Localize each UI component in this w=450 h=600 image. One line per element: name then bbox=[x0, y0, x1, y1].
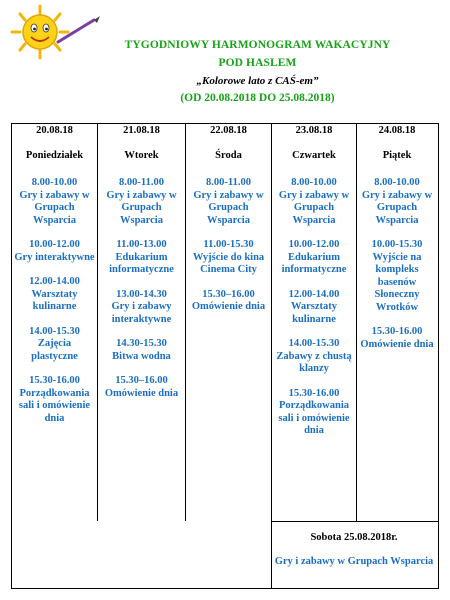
day-name: Poniedziałek bbox=[25, 150, 84, 161]
event-item: 11.00-13.00 Edukarium informatyczne bbox=[109, 239, 174, 275]
event-item: 8.00-10.00 Gry i zabawy w Grupach Wsparcia bbox=[19, 177, 90, 226]
event-item: 12.00-14.00 Warsztaty kulinarne bbox=[288, 288, 340, 325]
schedule-table bbox=[11, 123, 439, 589]
event-item: 15.30-16.00 Omówienie dnia bbox=[360, 326, 434, 350]
day-date: 21.08.18 bbox=[123, 125, 160, 136]
page-title: TYGODNIOWY HARMONOGRAM WAKACYJNY bbox=[124, 39, 391, 51]
event-item: 10.00-12.00 Gry interaktywne bbox=[14, 239, 95, 263]
event-item: 14.00-15.30 Zabawy z chustą klanzy bbox=[276, 338, 352, 374]
day-column-tuesday bbox=[98, 123, 185, 412]
header bbox=[80, 36, 435, 107]
event-item: 11.00-15.30 Wyjście do kina Cinema City bbox=[192, 239, 265, 275]
day-column-friday bbox=[357, 123, 437, 363]
event-item: 8.00-10.00 Gry i zabawy w Grupach Wsparcia bbox=[278, 177, 350, 226]
day-name: Wtorek bbox=[124, 150, 159, 161]
motto: „Kolorowe lato z CAŚ-em” bbox=[196, 75, 319, 87]
date-range: (OD 20.08.2018 DO 25.08.2018) bbox=[180, 92, 335, 104]
event-item: 15.30-16.00 Porządkowania sali i omówienie dnia bbox=[18, 375, 91, 424]
event-item: 12.00-14.00 Warsztaty kulinarne bbox=[29, 276, 80, 312]
day-name: Środa bbox=[215, 150, 242, 161]
saturday-event: Gry i zabawy w Grupach Wsparcia bbox=[274, 556, 434, 567]
event-item: 15.30–16.00 Omówienie dnia bbox=[104, 375, 179, 399]
event-item: 8.00-10.00 Gry i zabawy w Grupach Wsparcia bbox=[361, 177, 433, 226]
day-date: 24.08.18 bbox=[378, 125, 416, 136]
event-item: 8.00-11.00 Gry i zabawy w Grupach Wsparcia bbox=[193, 177, 264, 226]
event-item: 15.30–16.00 Omówienie dnia bbox=[191, 288, 266, 312]
page-title-line2: POD HASLEM bbox=[218, 57, 297, 69]
day-column-wednesday bbox=[186, 123, 271, 326]
saturday-title: Sobota 25.08.2018r. bbox=[310, 532, 398, 543]
event-item: 15.30-16.00 Porządkowania sali i omówienie dnia bbox=[278, 387, 350, 436]
event-item: 13.00-14.30 Gry i zabawy interaktywne bbox=[111, 288, 172, 325]
day-name: Czwartek bbox=[292, 150, 336, 161]
day-date: 20.08.18 bbox=[36, 125, 73, 136]
day-column-thursday bbox=[272, 123, 356, 450]
day-date: 23.08.18 bbox=[295, 125, 333, 136]
day-name: Piątek bbox=[382, 150, 412, 161]
event-item: 10.00-12.00 Edukarium informatyczne bbox=[281, 239, 347, 275]
day-column-monday bbox=[12, 123, 97, 437]
event-item: 14.30-15.30 Bitwa wodna bbox=[112, 338, 171, 362]
event-item: 14.00-15.30 Zajęcia plastyczne bbox=[29, 325, 80, 362]
day-date: 22.08.18 bbox=[210, 125, 247, 136]
event-item: 10.00-15.30 Wyjście na kompleks basenów Słoneczny Wrotków bbox=[371, 239, 423, 313]
saturday-cell bbox=[271, 521, 437, 569]
event-item: 8.00-11.00 Gry i zabawy w Grupach Wsparcia bbox=[106, 177, 177, 226]
